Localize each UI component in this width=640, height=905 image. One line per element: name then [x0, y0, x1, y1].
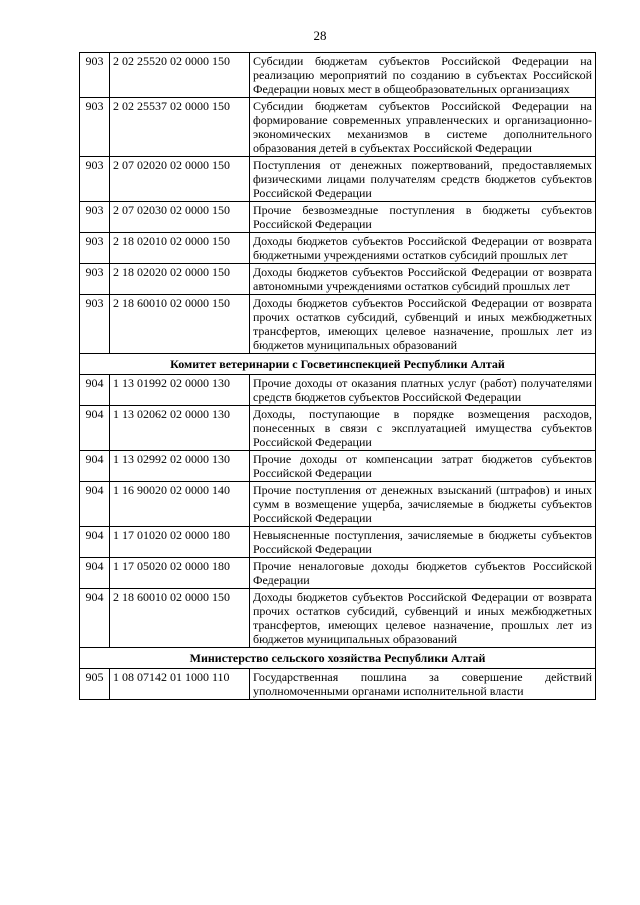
table-row: [80, 406, 596, 451]
table-row: [80, 669, 596, 700]
revenue-code-cell: 2 18 60010 02 0000 150: [110, 295, 250, 354]
description-cell: Субсидии бюджетам субъектов Российской Федерации на реализацию мероприятий по созданию в субъектах Российской Федерации новых мест в общеобразовательных организациях: [250, 53, 596, 98]
admin-code-cell: 904: [80, 406, 110, 451]
admin-code-cell: 904: [80, 527, 110, 558]
table-row: [80, 451, 596, 482]
revenue-code-cell: 1 17 05020 02 0000 180: [110, 558, 250, 589]
admin-code-cell: 904: [80, 451, 110, 482]
page-number: 28: [313, 28, 327, 43]
revenue-code-cell: 1 13 02992 02 0000 130: [110, 451, 250, 482]
admin-code-cell: 904: [80, 589, 110, 648]
description-cell: Государственная пошлина за совершение действий уполномоченными органами исполнительной власти: [250, 669, 596, 700]
description-cell: Невыясненные поступления, зачисляемые в бюджеты субъектов Российской Федерации: [250, 527, 596, 558]
description-cell: Прочие безвозмездные поступления в бюджеты субъектов Российской Федерации: [250, 202, 596, 233]
description-cell: Прочие доходы от оказания платных услуг (работ) получателями средств бюджетов субъектов Российской Федерации: [250, 375, 596, 406]
section-header-row: [80, 648, 596, 669]
admin-code-cell: 904: [80, 482, 110, 527]
revenue-code-cell: 2 18 02020 02 0000 150: [110, 264, 250, 295]
revenue-code-cell: 2 02 25520 02 0000 150: [110, 53, 250, 98]
admin-code-cell: 903: [80, 202, 110, 233]
table-row: [80, 589, 596, 648]
table-row: [80, 233, 596, 264]
admin-code-cell: 905: [80, 669, 110, 700]
description-cell: Прочие доходы от компенсации затрат бюджетов субъектов Российской Федерации: [250, 451, 596, 482]
admin-code-cell: 903: [80, 157, 110, 202]
table-row: [80, 264, 596, 295]
revenue-code-cell: 2 07 02030 02 0000 150: [110, 202, 250, 233]
table-row: [80, 375, 596, 406]
admin-code-cell: 903: [80, 98, 110, 157]
table-row: [80, 98, 596, 157]
table-row: [80, 53, 596, 98]
revenue-code-cell: 1 17 01020 02 0000 180: [110, 527, 250, 558]
revenue-code-cell: 2 18 02010 02 0000 150: [110, 233, 250, 264]
revenue-code-cell: 2 02 25537 02 0000 150: [110, 98, 250, 157]
description-cell: Доходы бюджетов субъектов Российской Федерации от возврата бюджетными учреждениями остатков субсидий прошлых лет: [250, 233, 596, 264]
table-row: [80, 482, 596, 527]
revenue-code-cell: 1 08 07142 01 1000 110: [110, 669, 250, 700]
table-row: [80, 295, 596, 354]
table-body: [80, 53, 596, 700]
description-cell: Доходы бюджетов субъектов Российской Федерации от возврата прочих остатков субсидий, субвенций и иных межбюджетных трансфертов, имеющих целевое назначение, прошлых лет из бюджетов муниципальных образований: [250, 589, 596, 648]
admin-code-cell: 903: [80, 53, 110, 98]
budget-classification-table: [79, 52, 596, 700]
revenue-code-cell: 1 13 01992 02 0000 130: [110, 375, 250, 406]
revenue-code-cell: 2 18 60010 02 0000 150: [110, 589, 250, 648]
description-cell: Доходы бюджетов субъектов Российской Федерации от возврата автономными учреждениями остатков субсидий прошлых лет: [250, 264, 596, 295]
section-title: Комитет ветеринарии с Госветинспекцией Республики Алтай: [80, 354, 596, 375]
revenue-code-cell: 2 07 02020 02 0000 150: [110, 157, 250, 202]
description-cell: Поступления от денежных пожертвований, предоставляемых физическими лицами получателям средств бюджетов субъектов Российской Федерации: [250, 157, 596, 202]
description-cell: Прочие неналоговые доходы бюджетов субъектов Российской Федерации: [250, 558, 596, 589]
description-cell: Доходы, поступающие в порядке возмещения расходов, понесенных в связи с эксплуатацией имущества субъектов Российской Федерации: [250, 406, 596, 451]
table-row: [80, 202, 596, 233]
section-header-row: [80, 354, 596, 375]
admin-code-cell: 903: [80, 264, 110, 295]
admin-code-cell: 904: [80, 375, 110, 406]
table-row: [80, 527, 596, 558]
description-cell: Прочие поступления от денежных взысканий (штрафов) и иных сумм в возмещение ущерба, зачисляемые в бюджеты субъектов Российской Федерации: [250, 482, 596, 527]
revenue-code-cell: 1 13 02062 02 0000 130: [110, 406, 250, 451]
revenue-code-cell: 1 16 90020 02 0000 140: [110, 482, 250, 527]
description-cell: Субсидии бюджетам субъектов Российской Федерации на формирование современных управленческих и организационно-экономических механизмов в системе дополнительного образования детей в субъектах Российской Федерации: [250, 98, 596, 157]
table-row: [80, 157, 596, 202]
description-cell: Доходы бюджетов субъектов Российской Федерации от возврата прочих остатков субсидий, субвенций и иных межбюджетных трансфертов, имеющих целевое назначение, прошлых лет из бюджетов муниципальных образований: [250, 295, 596, 354]
admin-code-cell: 903: [80, 233, 110, 264]
admin-code-cell: 903: [80, 295, 110, 354]
section-title: Министерство сельского хозяйства Республики Алтай: [80, 648, 596, 669]
admin-code-cell: 904: [80, 558, 110, 589]
table-row: [80, 558, 596, 589]
